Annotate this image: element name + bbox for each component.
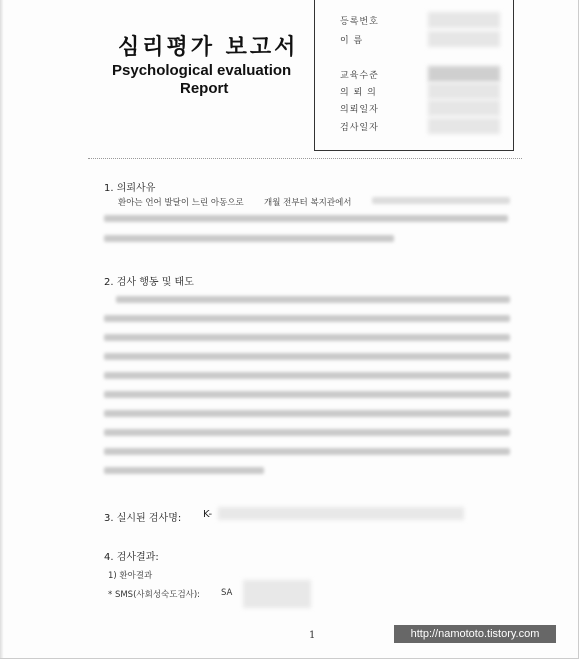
redacted-registration-number <box>428 12 500 28</box>
info-label-referral-date: 의뢰일자 <box>340 105 379 115</box>
section-referral-heading: 1. 의뢰사유 <box>104 183 156 194</box>
redacted-text-line <box>104 372 510 379</box>
redacted-text-line <box>116 296 510 303</box>
redacted-test-names <box>218 507 464 520</box>
redacted-name <box>428 31 500 47</box>
redacted-text-line <box>104 334 510 341</box>
redacted-text-line <box>104 467 264 474</box>
redacted-sms-result <box>243 580 311 608</box>
source-watermark: http://namototo.tistory.com <box>394 625 556 643</box>
redacted-text-line <box>104 410 510 417</box>
info-label-test-date: 검사일자 <box>340 123 379 133</box>
info-label-education: 교육수준 <box>340 71 379 81</box>
redacted-text-line <box>372 197 510 204</box>
section-tests-heading: 3. 실시된 검사명: <box>104 513 182 524</box>
page-number: 1 <box>309 630 316 641</box>
header-divider <box>88 158 522 159</box>
sms-label: * SMS(사회성숙도검사): <box>108 590 201 600</box>
section-results-heading: 4. 검사결과: <box>104 552 159 563</box>
info-label-name: 이 름 <box>340 36 364 46</box>
referral-text-continued: 개월 전부터 복지관에서 <box>264 198 352 208</box>
sms-value-prefix: SA <box>221 588 233 598</box>
redacted-referrer <box>428 83 500 99</box>
redacted-education <box>428 66 500 82</box>
redacted-text-line <box>104 235 394 242</box>
redacted-test-date <box>428 118 500 134</box>
tests-value-prefix: K- <box>203 509 213 520</box>
info-label-referrer: 의 뢰 의 <box>340 88 377 98</box>
redacted-text-line <box>104 215 508 222</box>
redacted-text-line <box>104 353 510 360</box>
redacted-text-line <box>104 315 510 322</box>
report-title-english-line1: Psychological evaluation <box>112 62 292 79</box>
report-title-korean: 심리평가 보고서 <box>118 34 299 60</box>
results-sub-heading: 1) 환아결과 <box>108 571 153 581</box>
redacted-referral-date <box>428 100 500 116</box>
report-title-english-line2: Report <box>180 80 229 97</box>
section-behavior-heading: 2. 검사 행동 및 태도 <box>104 277 194 288</box>
referral-text-start: 환아는 언어 발달이 느린 아동으로 <box>118 198 244 208</box>
redacted-text-line <box>104 429 510 436</box>
redacted-text-line <box>104 448 510 455</box>
info-label-registration-number: 등록번호 <box>340 17 379 27</box>
redacted-text-line <box>104 391 510 398</box>
